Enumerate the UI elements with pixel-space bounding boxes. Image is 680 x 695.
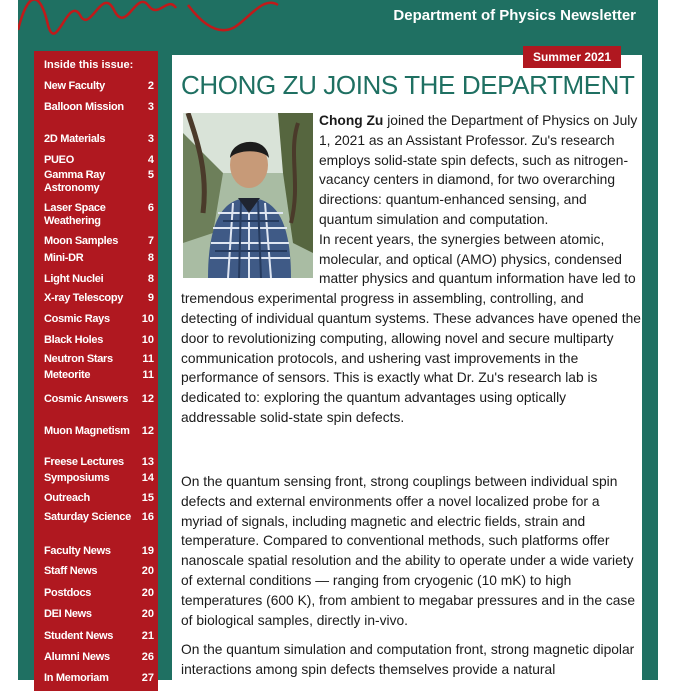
- toc-item-page: 2: [147, 80, 154, 92]
- toc-item[interactable]: [44, 492, 154, 505]
- toc-item[interactable]: [44, 353, 154, 366]
- toc-item-title: Alumni News: [44, 651, 110, 663]
- toc-item-page: 3: [147, 133, 154, 145]
- issue-badge: Summer 2021: [523, 46, 621, 68]
- toc-item-page: 20: [141, 608, 154, 620]
- article-title: CHONG ZU JOINS THE DEPARTMENT: [181, 70, 635, 100]
- toc-item[interactable]: [44, 273, 154, 286]
- page-edge-right: [658, 0, 680, 680]
- toc-item[interactable]: [44, 393, 154, 406]
- toc-item-page: 6: [147, 202, 154, 214]
- newsletter-title: Department of Physics Newsletter: [393, 7, 636, 24]
- toc-item[interactable]: [44, 101, 154, 114]
- toc-item[interactable]: [44, 292, 154, 305]
- toc-item[interactable]: [44, 545, 154, 558]
- toc-item-title: New Faculty: [44, 80, 105, 92]
- toc-item-page: 13: [141, 456, 154, 468]
- toc-item[interactable]: [44, 651, 154, 664]
- toc-item[interactable]: [44, 608, 154, 621]
- page-edge-left: [0, 0, 18, 680]
- toc-item-page: 15: [141, 492, 154, 504]
- toc-item-page: 11: [142, 353, 154, 365]
- toc-item-title: X-ray Telescopy: [44, 292, 124, 304]
- toc-item-page: 12: [141, 393, 154, 405]
- toc-item-page: 11: [142, 369, 154, 381]
- toc-item[interactable]: [44, 456, 154, 469]
- toc-item[interactable]: [44, 133, 154, 146]
- toc-item-title: Outreach: [44, 492, 90, 504]
- toc-item-title: Moon Samples: [44, 235, 119, 247]
- toc-item[interactable]: [44, 252, 154, 265]
- toc-item-title: Black Holes: [44, 334, 104, 346]
- toc-item[interactable]: [44, 425, 154, 438]
- toc-item[interactable]: [44, 154, 154, 167]
- toc-item-title: Muon Magnetism: [44, 425, 130, 437]
- toc-heading: Inside this issue:: [44, 59, 134, 71]
- toc-item-page: 8: [147, 273, 154, 285]
- toc-item-title: Balloon Mission: [44, 101, 124, 113]
- toc-item[interactable]: [44, 672, 154, 685]
- toc-item-page: 5: [147, 169, 154, 181]
- article-paragraph-1: [181, 111, 641, 428]
- toc-item[interactable]: [44, 511, 154, 524]
- toc-item[interactable]: [44, 565, 154, 578]
- toc-item-title: Saturday Science: [44, 511, 131, 523]
- toc-item-title: Cosmic Rays: [44, 313, 110, 325]
- toc-item-title: Faculty News: [44, 545, 111, 557]
- toc-item-title: 2D Materials: [44, 133, 106, 145]
- toc-item-title: Laser Space Weathering: [44, 202, 106, 227]
- article-paragraph-2: In recent years, the synergies between atomic, molecular, and optical (AMO) physics, condensed matter physics and quantum information have led to tremendous experimental progress in assembling, controlling, and detecting of individual quantum systems. These advances have opened the door to revolutionizing computing, allowing novel and secure multiparty communication protocols, and ushering vast improvements in the performance of sensors. This is exactly what Dr. Zu's research lab is dedicated to: exploring the quantum advantages using optically addressable solid-state spin defects.: [181, 231, 641, 425]
- toc-item[interactable]: [44, 80, 154, 93]
- toc-item[interactable]: [44, 313, 154, 326]
- decorative-wave-graphic: [18, 0, 348, 40]
- toc-item-page: 26: [141, 651, 154, 663]
- toc-item-title: PUEO: [44, 154, 74, 166]
- toc-item-page: 8: [147, 252, 154, 264]
- toc-item-page: 9: [147, 292, 154, 304]
- toc-item[interactable]: [44, 202, 154, 228]
- toc-item-page: 12: [141, 425, 154, 437]
- article-paragraph-3: On the quantum sensing front, strong couplings between individual spin defects and external environments offer a novel localized probe for a myriad of signals, including magnetic and electric fields, strain and temperature. Compared to conventional methods, such platforms offer nanoscale spatial resolution and the ability to operate under a wide variety of external conditions — ranging from cryogenic (10 mK) to high temperatures (600 K), from ambient to megabar pressures and in the case of biological samples, directly in-vivo.: [181, 474, 635, 628]
- toc-item-title: Freese Lectures: [44, 456, 124, 468]
- toc-item-title: Postdocs: [44, 587, 92, 599]
- toc-item-title: Staff News: [44, 565, 98, 577]
- lead-name: Chong Zu: [319, 113, 384, 128]
- toc-item-title: Cosmic Answers: [44, 393, 129, 405]
- toc-item-page: 3: [147, 101, 154, 113]
- toc-item[interactable]: [44, 630, 154, 643]
- toc-item[interactable]: [44, 369, 154, 382]
- toc-item[interactable]: [44, 235, 154, 248]
- toc-item-title: Student News: [44, 630, 114, 642]
- toc-item-page: 14: [141, 472, 154, 484]
- toc-item[interactable]: [44, 587, 154, 600]
- article-paragraph-4: On the quantum simulation and computation front, strong magnetic dipolar interactions among spin defects themselves provide a natural: [181, 642, 635, 677]
- toc-item[interactable]: [44, 472, 154, 485]
- toc-item-title: In Memoriam: [44, 672, 109, 684]
- toc-item-title: Mini-DR: [44, 252, 84, 264]
- toc-item-page: 10: [141, 313, 154, 325]
- toc-item-title: Light Nuclei: [44, 273, 104, 285]
- toc-item[interactable]: [44, 169, 154, 195]
- toc-item-page: 20: [141, 587, 154, 599]
- toc-item-title: Neutron Stars: [44, 353, 113, 365]
- toc-item-page: 27: [141, 672, 154, 684]
- toc-item-title: DEI News: [44, 608, 92, 620]
- toc-item-title: Symposiums: [44, 472, 110, 484]
- toc-item-page: 21: [141, 630, 154, 642]
- toc-item-page: 16: [141, 511, 154, 523]
- toc-item[interactable]: [44, 334, 154, 347]
- toc-item-page: 19: [141, 545, 154, 557]
- toc-item-page: 20: [141, 565, 154, 577]
- toc-item-page: 10: [141, 334, 154, 346]
- toc-item-page: 7: [147, 235, 154, 247]
- toc-item-page: 4: [147, 154, 154, 166]
- toc-sidebar: [34, 51, 158, 691]
- toc-item-title: Meteorite: [44, 369, 91, 381]
- paragraph-1-text: joined the Department of Physics on July 1, 2021 as an Assistant Professor. Zu's research employs solid-state spin defects, such as nitrogen-vacancy centers in diamond, for two overarching directions: quantum-enhanced sensing, and quantum simulation and computation.: [319, 113, 638, 227]
- toc-item-title: Gamma Ray Astronomy: [44, 169, 105, 194]
